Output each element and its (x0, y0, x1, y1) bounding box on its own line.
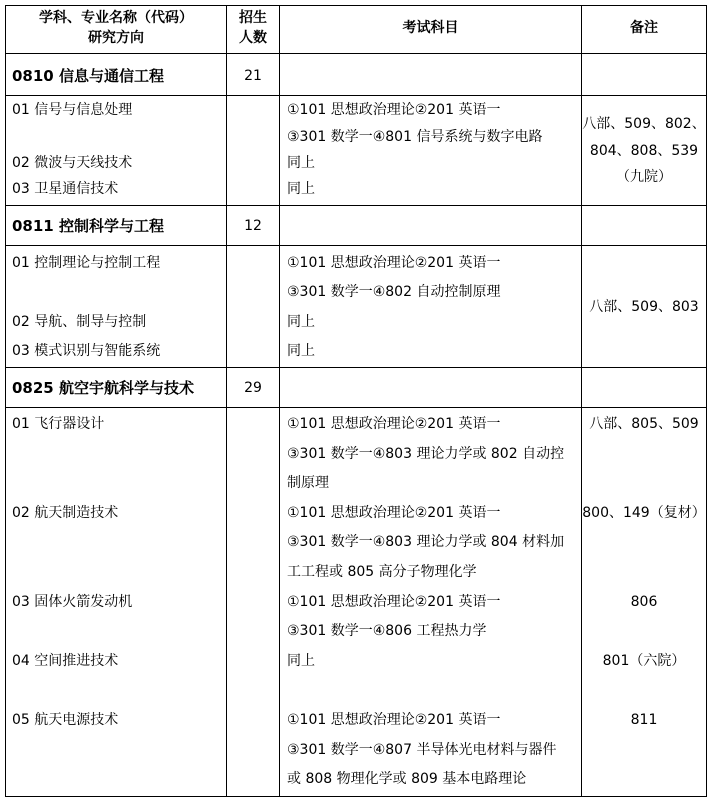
subjects-line: 同上 (287, 181, 315, 197)
subjects-line: ③301 数学一④806 工程热力学 (287, 623, 487, 639)
direction-name: 01 控制理论与控制工程 (12, 255, 161, 271)
section-count-0811: 12 (244, 218, 262, 234)
direction-name: 03 模式识别与智能系统 (12, 343, 161, 359)
direction-name: 02 航天制造技术 (12, 505, 119, 521)
direction-name: 03 固体火箭发动机 (12, 594, 133, 610)
direction-name: 04 空间推进技术 (12, 653, 119, 669)
subjects-line: ③301 数学一④802 自动控制原理 (287, 284, 501, 300)
note-line: 800、149（复材） (582, 505, 706, 521)
subjects-line: 同上 (287, 155, 315, 171)
direction-name: 03 卫星通信技术 (12, 181, 119, 197)
direction-name: 02 导航、制导与控制 (12, 314, 147, 330)
direction-name: 01 飞行器设计 (12, 416, 105, 432)
note-line: 811 (630, 712, 658, 728)
subjects-line: ①101 思想政治理论②201 英语一 (287, 416, 501, 432)
section-title-0811: 0811 控制科学与工程 (12, 217, 164, 235)
subjects-line: 工工程或 805 高分子物理化学 (287, 564, 477, 580)
direction-name: 05 航天电源技术 (12, 712, 119, 728)
direction-name: 02 微波与天线技术 (12, 155, 133, 171)
note-line: 804、808、539 (589, 143, 699, 159)
note-line: 801（六院） (602, 653, 686, 669)
section-title-0810: 0810 信息与通信工程 (12, 67, 164, 85)
header-col1-line1: 学科、专业名称（代码） (39, 10, 193, 26)
note-line: 806 (630, 594, 658, 610)
note-line: 八部、509、803 (589, 299, 699, 315)
subjects-line: ③301 数学一④807 半导体光电材料与器件 (287, 742, 557, 758)
header-col1-line2: 研究方向 (88, 30, 144, 46)
header-col2-line2: 人数 (239, 30, 267, 46)
subjects-line: 同上 (287, 314, 315, 330)
header-col4: 备注 (630, 20, 658, 36)
subjects-line: ①101 思想政治理论②201 英语一 (287, 505, 501, 521)
header-col2-line1: 招生 (239, 10, 267, 26)
subjects-line: ①101 思想政治理论②201 英语一 (287, 712, 501, 728)
subjects-line: ①101 思想政治理论②201 英语一 (287, 102, 501, 118)
header-col3: 考试科目 (402, 20, 459, 36)
subjects-line: ③301 数学一④801 信号系统与数字电路 (287, 129, 543, 145)
section-count-0810: 21 (244, 68, 262, 84)
note-line: 八部、805、509 (589, 416, 699, 432)
note-line: 八部、509、802、 (582, 116, 706, 132)
subjects-line: 制原理 (287, 475, 329, 491)
subjects-line: 同上 (287, 343, 315, 359)
subjects-line: 或 808 物理化学或 809 基本电路理论 (287, 771, 527, 787)
subjects-line: ③301 数学一④803 理论力学或 804 材料加 (287, 534, 565, 550)
subjects-line: 同上 (287, 653, 315, 669)
section-count-0825: 29 (244, 380, 262, 396)
direction-name: 01 信号与信息处理 (12, 102, 133, 118)
note-line: （九院） (616, 169, 672, 185)
subjects-line: ①101 思想政治理论②201 英语一 (287, 594, 501, 610)
subjects-line: ③301 数学一④803 理论力学或 802 自动控 (287, 446, 565, 462)
section-title-0825: 0825 航空宇航科学与技术 (12, 379, 194, 397)
subjects-line: ①101 思想政治理论②201 英语一 (287, 255, 501, 271)
